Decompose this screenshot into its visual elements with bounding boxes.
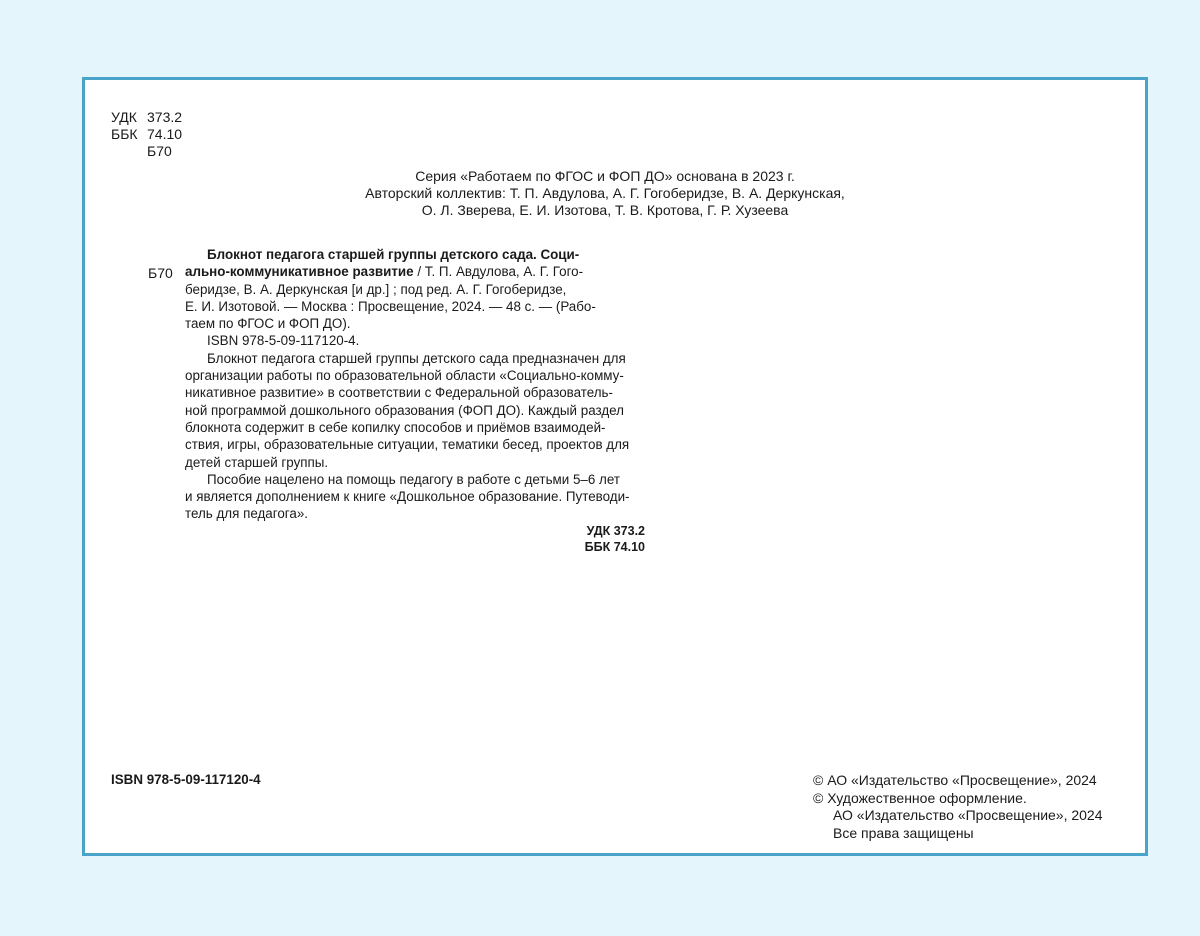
card-description-2: Пособие нацелено на помощь педагогу в работе с детьми 5–6 лет и является дополнением к книге «Дошкольное образование. Путеводи- тель для педагога». <box>185 471 630 522</box>
udk-label: УДК <box>111 109 137 125</box>
author-mark: Б70 <box>147 143 172 159</box>
series-line: Серия «Работаем по ФГОС и ФОП ДО» основана в 2023 г. <box>415 168 795 184</box>
bbk-value: 74.10 <box>147 126 183 142</box>
copyright-line-2: © Художественное оформление. <box>813 789 1027 806</box>
card-bbk: ББК 74.10 <box>584 539 645 554</box>
authors-line: Авторский коллектив: Т. П. Авдулова, А. Г. Гогоберидзе, В. А. Деркунская, <box>365 185 845 201</box>
card-udk: УДК 373.2 <box>586 523 645 538</box>
card-line-4: Е. И. Изотовой. — Москва : Просвещение, 2024. — 48 с. — (Рабо- <box>185 298 596 314</box>
card-line-5: таем по ФГОС и ФОП ДО). <box>185 316 351 332</box>
rights-reserved: Все права защищены <box>833 824 974 841</box>
copyright-line-3: АО «Издательство «Просвещение», 2024 <box>833 807 1103 823</box>
authors-line-2: О. Л. Зверева, Е. И. Изотова, Т. В. Кротова, Г. Р. Хузеева <box>421 202 789 218</box>
card-description: Блокнот педагога старшей группы детского сада предназначен для организации работы по образовательной области «Социально-комму- никативное развитие» в соответствии с Федеральной образователь- ной программой дошкольного образования (ФОП ДО). Каждый раздел блокнота содержит в себе копилку способов и приёмов взаимодей- ствия, игры, образовательные ситуации, тематики бесед, проектов для детей старшей группы. <box>185 350 630 470</box>
card-title-line-1: Блокнот педагога старшей группы детского сада. Соци- <box>207 247 580 262</box>
card-isbn: ISBN 978-5-09-117120-4. <box>207 333 360 349</box>
udk-value: 373.2 <box>147 109 183 125</box>
copyright-line-1: © АО «Издательство «Просвещение», 2024 <box>813 772 1097 788</box>
series-info <box>335 168 875 219</box>
card-title-line-2: ально-коммуникативное развитие / Т. П. Авдулова, А. Г. Гого- <box>185 264 584 280</box>
card-author-mark: Б70 <box>148 265 173 281</box>
copyright-block <box>813 772 1103 842</box>
bbk-label: ББК <box>111 126 138 142</box>
imprint-page <box>82 77 1148 856</box>
isbn-bottom: ISBN 978-5-09-117120-4 <box>111 772 261 787</box>
classification-codes <box>111 109 182 160</box>
card-line-3: беридзе, В. А. Деркунская [и др.] ; под ред. А. Г. Гогоберидзе, <box>185 281 567 297</box>
catalog-card <box>185 246 645 555</box>
